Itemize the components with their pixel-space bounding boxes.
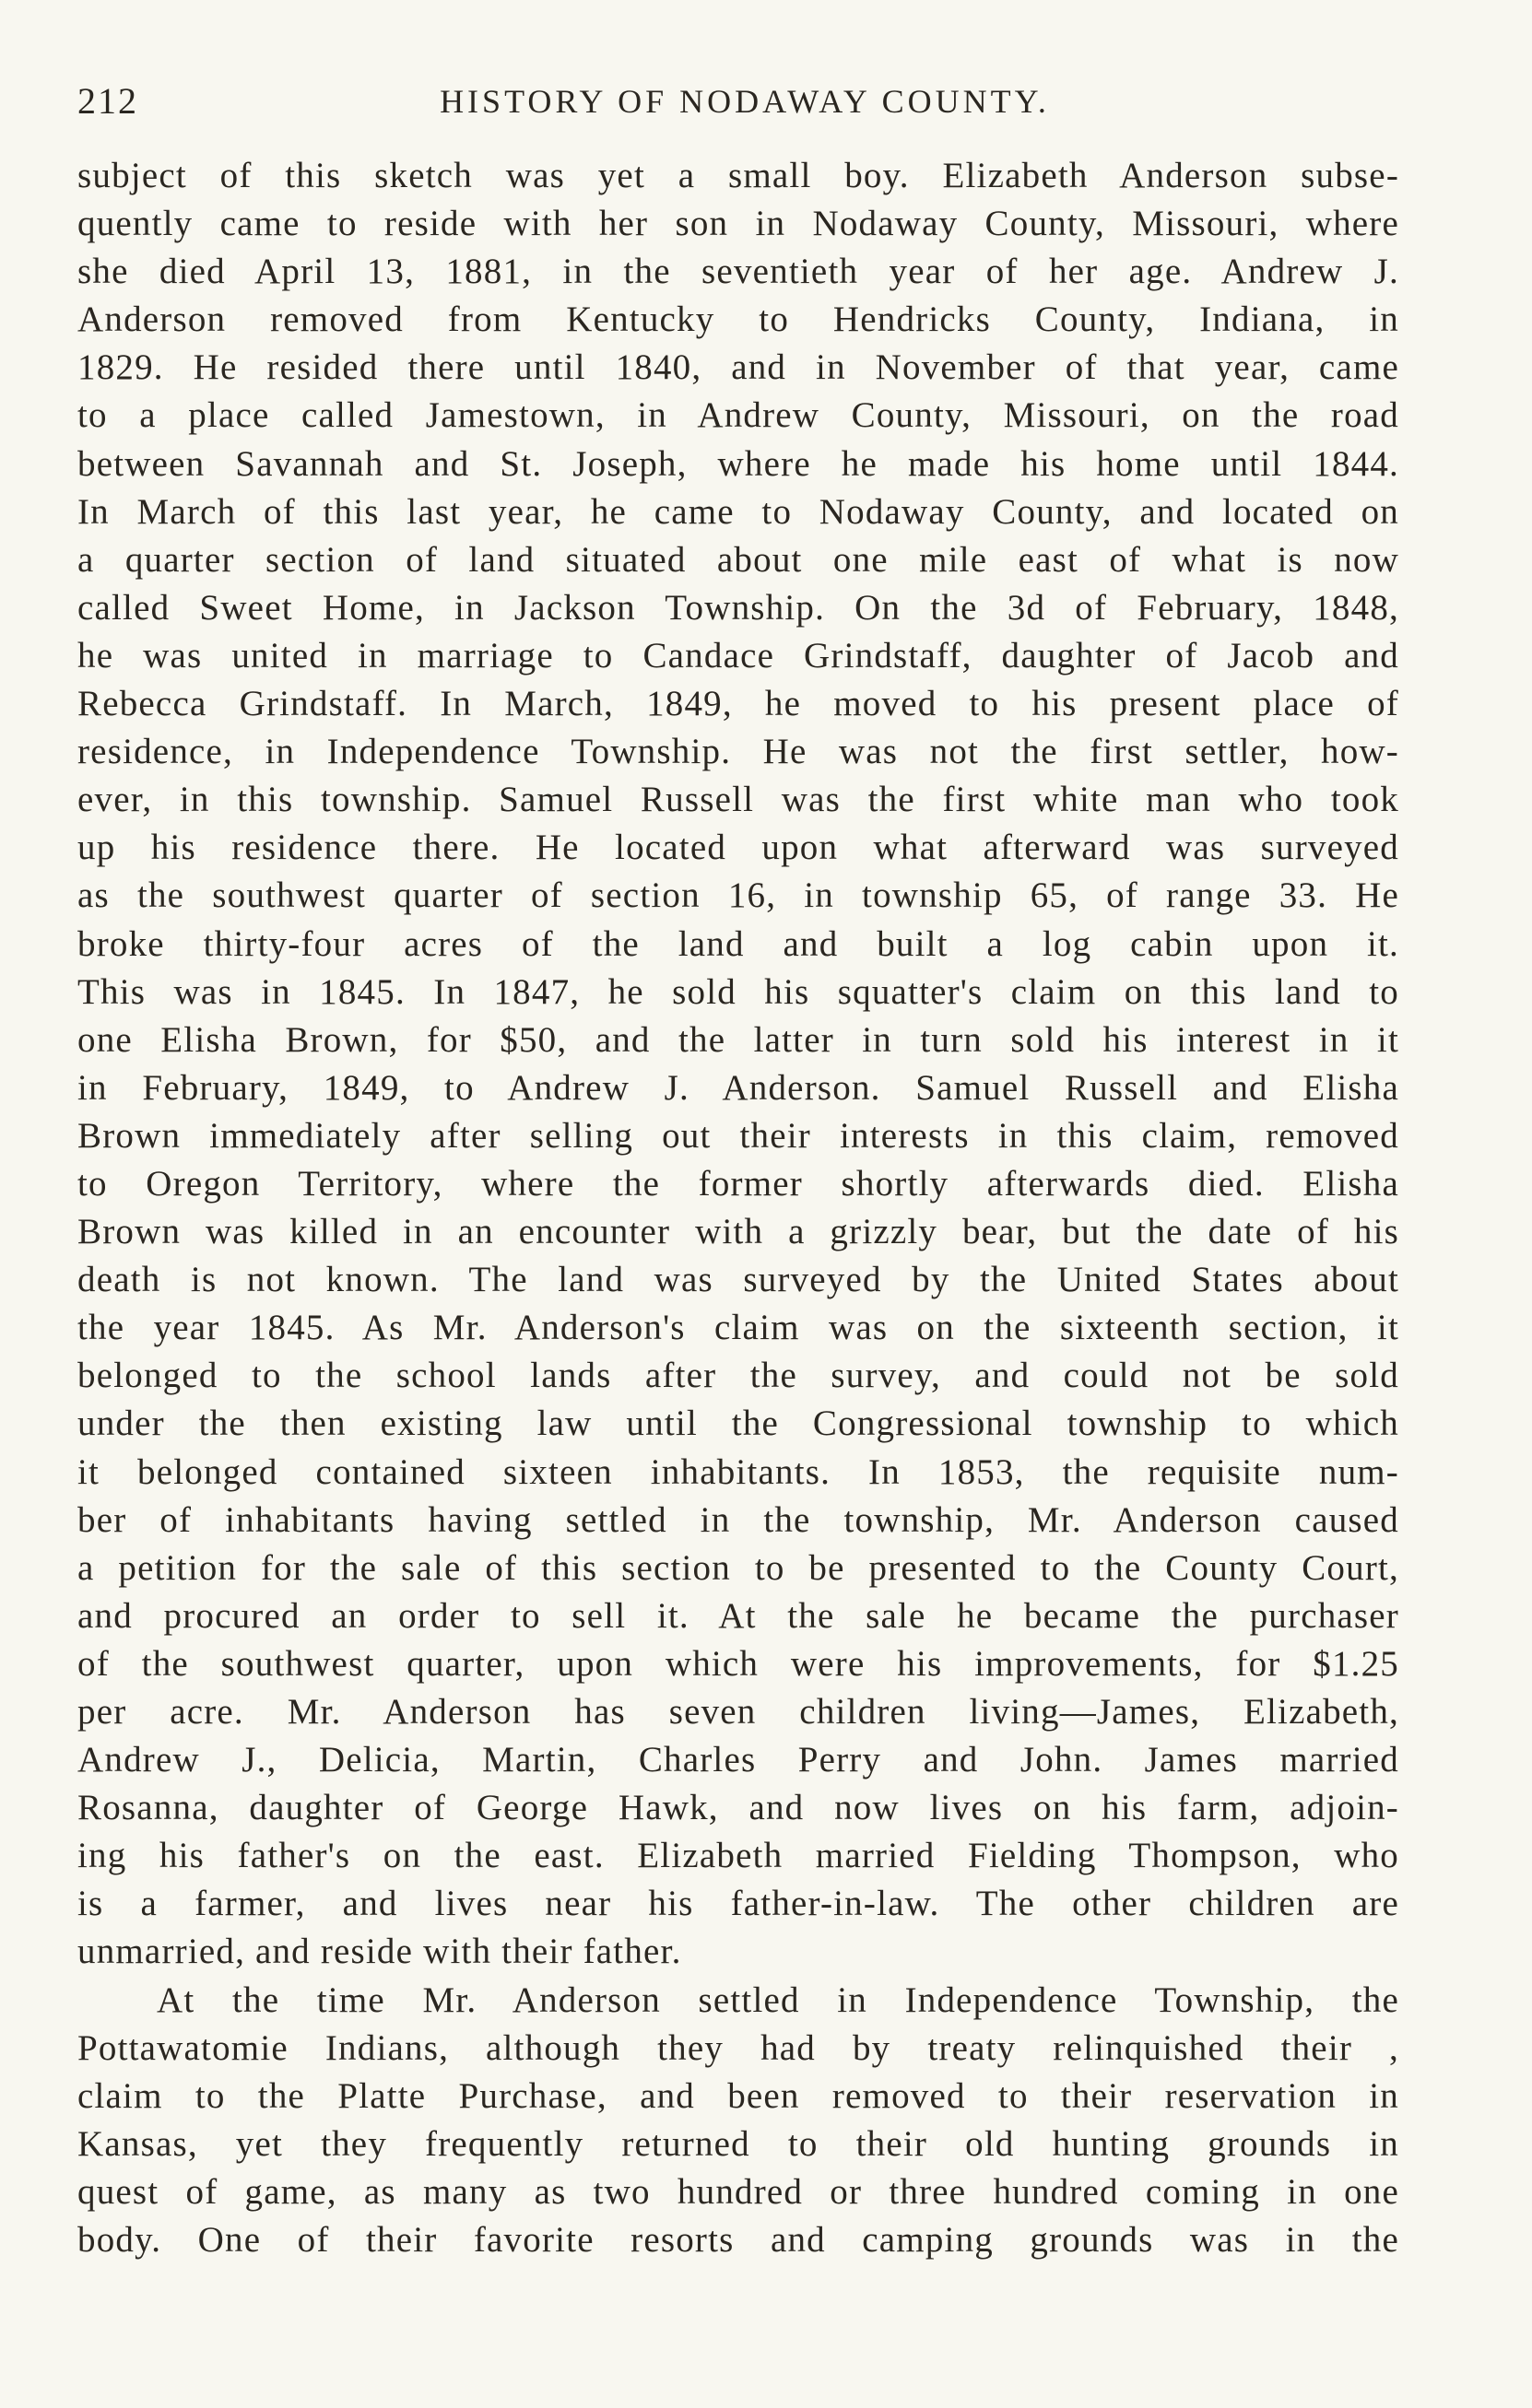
text-line: claim to the Platte Purchase, and been removed to their reservation in — [77, 2075, 1399, 2116]
text-line: and procured an order to sell it. At the sale he became the purchaser — [77, 1595, 1399, 1636]
text-line: a petition for the sale of this section to be presented to the County Court, — [77, 1547, 1399, 1588]
text-line: one Elisha Brown, for $50, and the latter in turn sold his interest in it — [77, 1019, 1399, 1060]
text-line: called Sweet Home, in Jackson Township. On the 3d of February, 1848, — [77, 587, 1399, 628]
text-line: Kansas, yet they frequently returned to their old hunting grounds in — [77, 2123, 1399, 2164]
text-line: to Oregon Territory, where the former shortly afterwards died. Elisha — [77, 1163, 1399, 1204]
text-line: Anderson removed from Kentucky to Hendricks County, Indiana, in — [77, 300, 1399, 340]
text-line: death is not known. The land was surveyed by the United States about — [77, 1260, 1399, 1300]
text-line: ber of inhabitants having settled in the township, Mr. Anderson caused — [77, 1499, 1399, 1540]
text-line: up his residence there. He located upon what afterward was surveyed — [77, 828, 1399, 868]
text-line: subject of this sketch was yet a small boy. Elizabeth Anderson subse- — [77, 156, 1399, 195]
text-line: Rosanna, daughter of George Hawk, and now lives on his farm, adjoin- — [77, 1788, 1399, 1828]
text-line: Brown immediately after selling out their interests in this claim, removed — [77, 1115, 1399, 1156]
text-line: the year 1845. As Mr. Anderson's claim was on the sixteenth section, it — [77, 1308, 1399, 1348]
text-line: under the then existing law until the Congressional township to which — [77, 1404, 1399, 1444]
paragraph-2 — [77, 1977, 1399, 2265]
text-line: residence, in Independence Township. He was not the first settler, how- — [77, 732, 1399, 772]
text-line: 1829. He resided there until 1840, and in November of that year, came — [77, 347, 1399, 388]
text-line: in February, 1849, to Andrew J. Anderson. Samuel Russell and Elisha — [77, 1067, 1399, 1108]
text-line: she died April 13, 1881, in the seventieth year of her age. Andrew J. — [77, 252, 1399, 292]
text-line: Pottawatomie Indians, although they had by treaty relinquished their , — [77, 2027, 1399, 2068]
text-line: broke thirty-four acres of the land and built a log cabin upon it. — [77, 923, 1399, 964]
text-line: he was united in marriage to Candace Grindstaff, daughter of Jacob and — [77, 635, 1399, 675]
text-line: In March of this last year, he came to Nodaway County, and located on — [77, 491, 1399, 532]
text-line: to a place called Jamestown, in Andrew County, Missouri, on the road — [77, 395, 1399, 436]
text-line: between Savannah and St. Joseph, where he made his home until 1844. — [77, 443, 1399, 484]
text-line: Rebecca Grindstaff. In March, 1849, he moved to his present place of — [77, 684, 1399, 724]
page-number: 212 — [77, 80, 138, 122]
text-line: unmarried, and reside with their father. — [77, 1932, 682, 1972]
text-line: belonged to the school lands after the survey, and could not be sold — [77, 1356, 1399, 1396]
text-line: it belonged contained sixteen inhabitants. In 1853, the requisite num- — [77, 1451, 1399, 1492]
text-line: of the southwest quarter, upon which were his improvements, for $1.25 — [77, 1643, 1399, 1684]
text-line: a quarter section of land situated about one mile east of what is now — [77, 539, 1399, 580]
body-text — [77, 152, 1399, 2264]
text-line: quently came to reside with her son in Nodaway County, Missouri, where — [77, 204, 1399, 244]
text-line: is a farmer, and lives near his father-in-law. The other children are — [77, 1884, 1399, 1924]
text-line: as the southwest quarter of section 16, in township 65, of range 33. He — [77, 875, 1399, 916]
text-line: Brown was killed in an encounter with a grizzly bear, but the date of his — [77, 1212, 1399, 1252]
running-head: HISTORY OF NODAWAY COUNTY. — [440, 83, 1050, 120]
page-header — [77, 74, 1412, 129]
text-line: quest of game, as many as two hundred or three hundred coming in one — [77, 2171, 1399, 2212]
text-line: Andrew J., Delicia, Martin, Charles Perry and John. James married — [77, 1740, 1399, 1780]
text-line: This was in 1845. In 1847, he sold his squatter's claim on this land to — [77, 971, 1399, 1012]
text-line: At the time Mr. Anderson settled in Independence Township, the — [157, 1979, 1399, 2020]
text-line: ever, in this township. Samuel Russell was the first white man who took — [77, 780, 1399, 820]
paragraph-1 — [77, 152, 1399, 1977]
text-line: per acre. Mr. Anderson has seven children living—James, Elizabeth, — [77, 1692, 1399, 1732]
text-line: body. One of their favorite resorts and camping grounds was in the — [77, 2220, 1399, 2261]
text-line: ing his father's on the east. Elizabeth married Fielding Thompson, who — [77, 1836, 1399, 1876]
